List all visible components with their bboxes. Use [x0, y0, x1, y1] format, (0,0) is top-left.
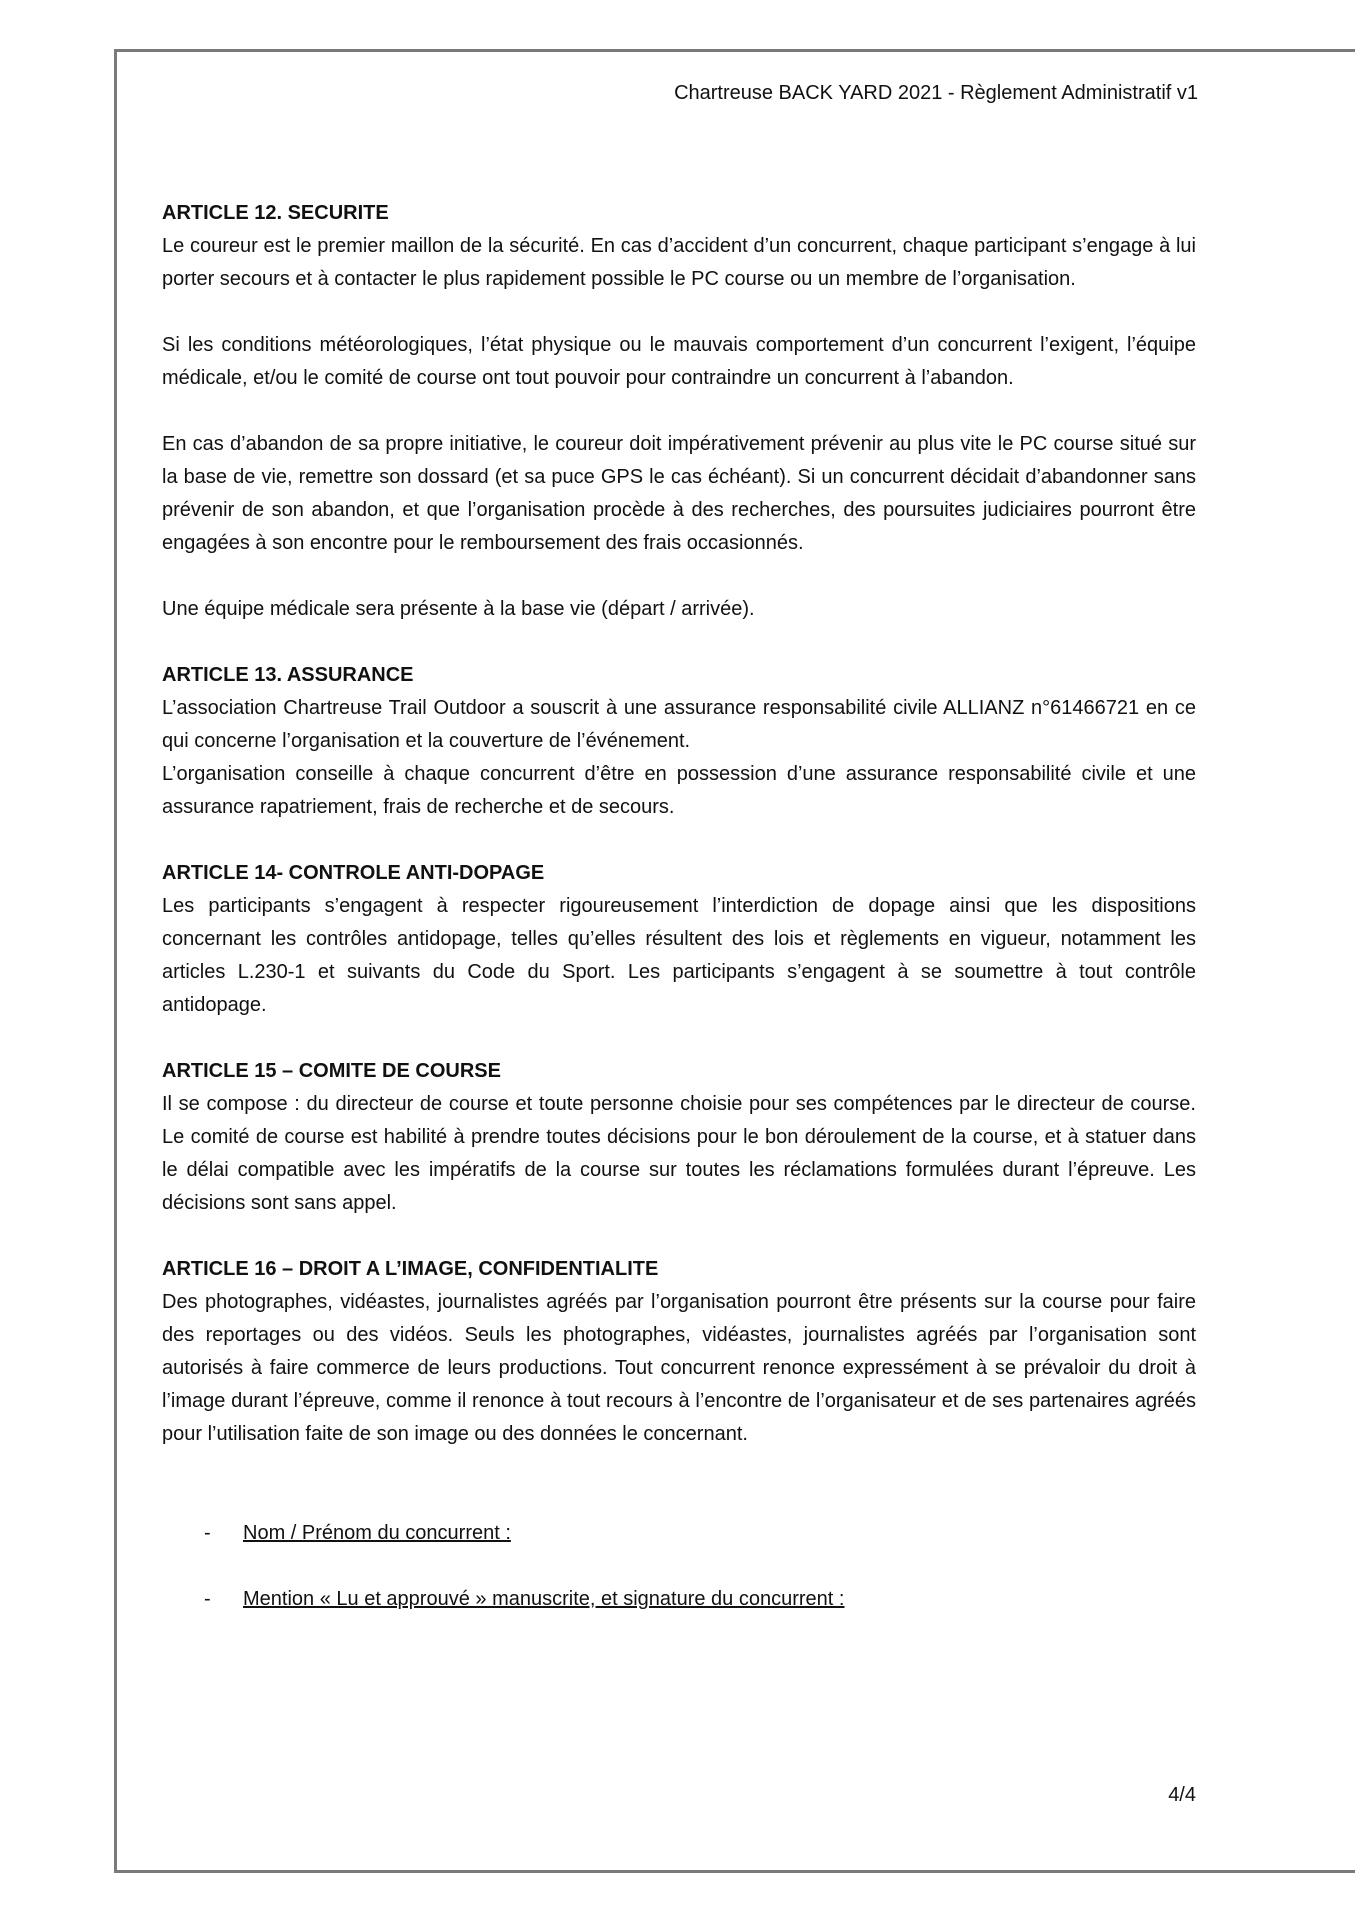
article-heading: ARTICLE 12. SECURITE — [162, 202, 389, 224]
list-bullet: - — [204, 1588, 211, 1610]
article-paragraph: L’organisation conseille à chaque concurrent d’être en possession d’une assurance responsabilité civile et une assurance rapatriement, frais de recherche et de secours. — [162, 763, 1196, 818]
article-paragraph: Si les conditions météorologiques, l’état physique ou le mauvais comportement d’un concurrent l’exigent, l’équipe médicale, et/ou le comité de course ont tout pouvoir pour contraindre un concurrent à l’abandon. — [162, 334, 1196, 389]
document-header: Chartreuse BACK YARD 2021 - Règlement Administratif v1 — [674, 82, 1198, 104]
signature-field-label: Mention « Lu et approuvé » manuscrite, et signature du concurrent : — [243, 1588, 845, 1610]
article-14 — [162, 857, 1196, 1022]
signature-field-line — [162, 1583, 1196, 1616]
name-field-line — [162, 1517, 1196, 1550]
article-heading: ARTICLE 15 – COMITE DE COURSE — [162, 1060, 501, 1082]
article-paragraph: L’association Chartreuse Trail Outdoor a souscrit à une assurance responsabilité civile ALLIANZ n°61466721 en ce qui concerne l’organisation et la couverture de l’événement. — [162, 697, 1196, 752]
article-heading: ARTICLE 13. ASSURANCE — [162, 664, 414, 686]
article-paragraph: En cas d’abandon de sa propre initiative, le coureur doit impérativement prévenir au plus vite le PC course situé sur la base de vie, remettre son dossard (et sa puce GPS le cas échéant). Si un concurrent décidait d’abandonner sans prévenir de son abandon, et que l’organisation procède à des recherches, des poursuites judiciaires pourront être engagées à son encontre pour le remboursement des frais occasionnés. — [162, 433, 1196, 554]
article-paragraph: Le coureur est le premier maillon de la sécurité. En cas d’accident d’un concurrent, chaque participant s’engage à lui porter secours et à contacter le plus rapidement possible le PC course ou un membre de l’organisation. — [162, 235, 1196, 290]
page-number: 4/4 — [1168, 1784, 1196, 1806]
list-bullet: - — [204, 1522, 211, 1544]
name-field-label: Nom / Prénom du concurrent : — [243, 1522, 511, 1544]
article-paragraph: Des photographes, vidéastes, journalistes agréés par l’organisation pourront être présents sur la course pour faire des reportages ou des vidéos. Seuls les photographes, vidéastes, journalistes agréés par l’organisation sont autorisés à faire commerce de leurs productions. Tout concurrent renonce expressément à se prévaloir du droit à l’image durant l’épreuve, comme il renonce à tout recours à l’encontre de l’organisateur et de ses partenaires agréés pour l’utilisation faite de son image ou des données le concernant. — [162, 1291, 1196, 1445]
article-paragraph: Les participants s’engagent à respecter rigoureusement l’interdiction de dopage ainsi que les dispositions concernant les contrôles antidopage, telles qu’elles résultent des lois et règlements en vigueur, notamment les articles L.230-1 et suivants du Code du Sport. Les participants s’engagent à se soumettre à tout contrôle antidopage. — [162, 895, 1196, 1016]
article-12 — [162, 197, 1196, 626]
article-heading: ARTICLE 14- CONTROLE ANTI-DOPAGE — [162, 862, 545, 884]
article-heading: ARTICLE 16 – DROIT A L’IMAGE, CONFIDENTIALITE — [162, 1258, 659, 1280]
article-paragraph: Une équipe médicale sera présente à la base vie (départ / arrivée). — [162, 598, 755, 620]
article-16 — [162, 1253, 1196, 1451]
document-body — [162, 197, 1196, 1616]
article-13 — [162, 659, 1196, 824]
article-paragraph: Il se compose : du directeur de course et toute personne choisie pour ses compétences par le directeur de course. Le comité de course est habilité à prendre toutes décisions pour le bon déroulement de la course, et à statuer dans le délai compatible avec les impératifs de la course sur toutes les réclamations formulées durant l’épreuve. Les décisions sont sans appel. — [162, 1093, 1196, 1214]
article-15 — [162, 1055, 1196, 1220]
